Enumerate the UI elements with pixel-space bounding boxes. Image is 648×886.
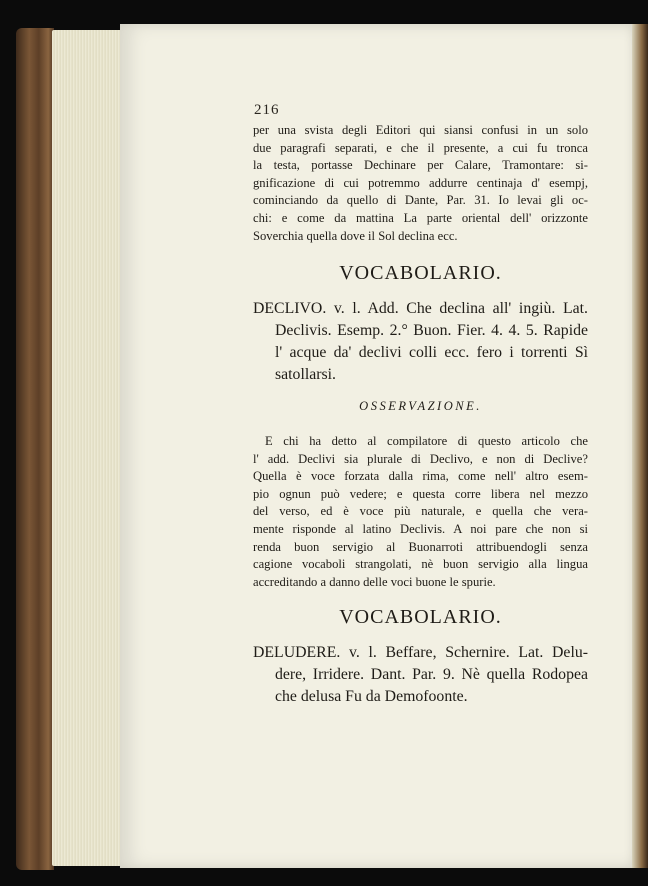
dictionary-entry-declivo — [253, 298, 588, 386]
observation-line: l' add. Declivi sia plurale di Declivo, e non di Declive? — [253, 451, 588, 466]
observation-line: accreditando a danno delle voci buone le spurie. — [253, 574, 496, 589]
intro-paragraph — [253, 122, 588, 245]
entry-line: l' acque da' declivi colli ecc. fero i torrenti Sì — [275, 344, 588, 361]
page-edges — [52, 30, 122, 866]
intro-line: chi: e come da mattina La parte oriental dell' orizzonte — [253, 210, 588, 225]
intro-line: la testa, portasse Dechinare per Calare, Tramontare: si- — [253, 158, 588, 173]
intro-line: gnificazione di cui potremmo addurre centinaja d' esempj, — [253, 175, 588, 190]
observation-line: pio ognun può vedere; e questa corre libera nel mezzo — [253, 486, 588, 501]
intro-line: cominciando da quello di Dante, Par. 31. Io levai gli oc- — [253, 193, 588, 208]
entry-line: DECLIVO. v. l. Add. Che declina all' ingiù. Lat. — [253, 300, 588, 317]
intro-line: due paragrafi separati, e che il presente, a cui fu tronca — [253, 140, 588, 155]
entry-line: che delusa Fu da Demofoonte. — [275, 688, 468, 705]
observation-line: Quella è voce forzata dalla rima, come nell' altro esem- — [253, 469, 588, 484]
entry-line: Declivis. Esemp. 2.° Buon. Fier. 4. 4. 5. Rapide — [275, 322, 588, 339]
intro-line: per una svista degli Editori qui siansi confusi in un solo — [253, 123, 588, 137]
page-number: 216 — [254, 102, 280, 118]
facing-page-edge — [632, 24, 648, 868]
observation-line: del verso, ed è voce più naturale, e quella che vera- — [253, 504, 588, 519]
entry-line: DELUDERE. v. l. Beffare, Schernire. Lat. Delu- — [253, 644, 588, 661]
observation-line: renda buon servigio al Buonarroti attribuendogli senza — [253, 539, 588, 554]
book-spine — [16, 28, 54, 870]
entry-line: dere, Irridere. Dant. Par. 9. Nè quella Rodopea — [275, 666, 588, 683]
intro-line: Soverchia quella dove il Sol declina ecc. — [253, 228, 458, 243]
observation-paragraph — [253, 433, 588, 591]
observation-heading: OSSERVAZIONE. — [359, 399, 482, 413]
observation-line: cagione vocaboli strangolati, nè buon servigio alla lingua — [253, 557, 588, 572]
section-heading: VOCABOLARIO. — [339, 262, 502, 284]
observation-line: mente risponde al latino Declivis. A noi pare che non si — [253, 521, 588, 536]
entry-line: satollarsi. — [275, 366, 336, 383]
dictionary-entry-deludere — [253, 642, 588, 708]
observation-line: E chi ha detto al compilatore di questo articolo che — [265, 434, 588, 448]
section-heading: VOCABOLARIO. — [339, 606, 502, 628]
